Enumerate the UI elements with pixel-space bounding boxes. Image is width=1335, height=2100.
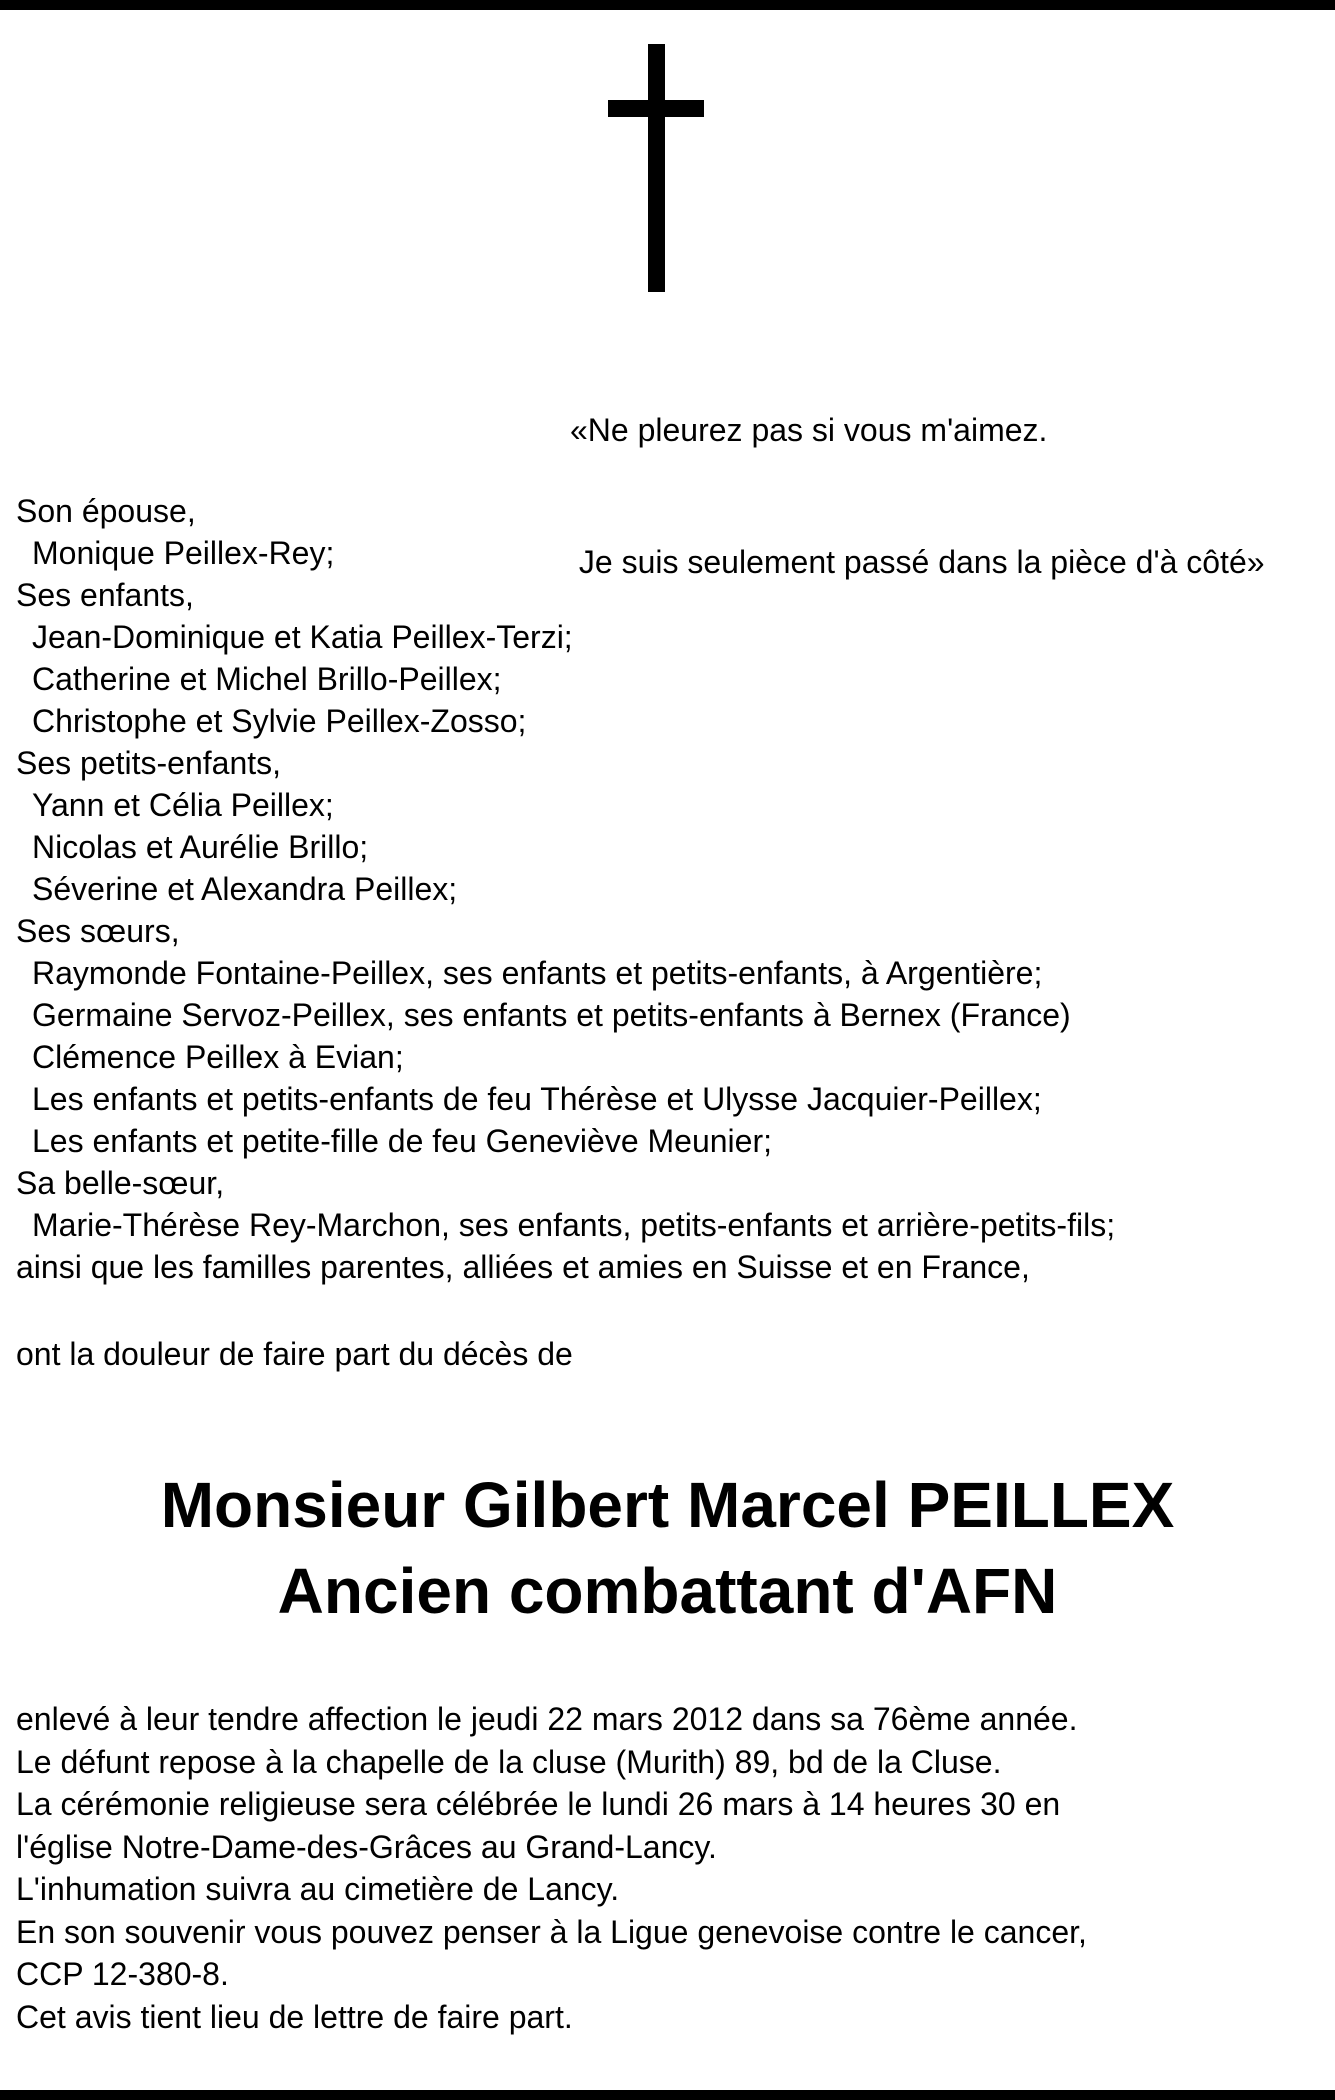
family-line: Germaine Servoz-Peillex, ses enfants et petits-enfants à Bernex (France) [32, 997, 1071, 1033]
ceremony-details [16, 1698, 1087, 2038]
detail-line: CCP 12-380-8. [16, 1956, 229, 1992]
cross-horizontal-bar [608, 100, 704, 117]
family-list [16, 490, 1115, 1288]
family-line: Séverine et Alexandra Peillex; [32, 871, 458, 907]
family-line: Jean-Dominique et Katia Peillex-Terzi; [32, 619, 573, 655]
family-line: Monique Peillex-Rey; [32, 535, 335, 571]
family-line: Christophe et Sylvie Peillex-Zosso; [32, 703, 527, 739]
family-line: Les enfants et petits-enfants de feu Thérèse et Ulysse Jacquier-Peillex; [32, 1081, 1042, 1117]
family-line: ainsi que les familles parentes, alliées et amies en Suisse et en France, [16, 1249, 1030, 1285]
detail-line: Cet avis tient lieu de lettre de faire part. [16, 1998, 573, 2035]
detail-line: En son souvenir vous pouvez penser à la Ligue genevoise contre le cancer, [16, 1913, 1087, 1950]
cross-icon [608, 44, 704, 292]
family-line: Ses sœurs, [16, 913, 180, 949]
deceased-heading [0, 1462, 1335, 1634]
family-line: Marie-Thérèse Rey-Marchon, ses enfants, petits-enfants et arrière-petits-fils; [32, 1207, 1116, 1243]
quote-line-2: Je suis seulement passé dans la pièce d'à côté» [570, 544, 1265, 580]
bottom-border-rule [0, 2090, 1335, 2100]
family-line: Nicolas et Aurélie Brillo; [32, 829, 369, 865]
deceased-name: Monsieur Gilbert Marcel PEILLEX [160, 1469, 1175, 1541]
family-line: Catherine et Michel Brillo-Peillex; [32, 661, 502, 697]
deceased-title: Ancien combattant d'AFN [277, 1555, 1058, 1627]
family-line: Sa belle-sœur, [16, 1165, 225, 1201]
detail-line: enlevé à leur tendre affection le jeudi 22 mars 2012 dans sa 76ème année. [16, 1701, 1078, 1737]
top-border-rule [0, 0, 1335, 10]
detail-line: L'inhumation suivra au cimetière de Lancy. [16, 1871, 620, 1907]
cross-vertical-bar [648, 44, 665, 292]
family-line: Clémence Peillex à Evian; [32, 1039, 404, 1075]
detail-line: La cérémonie religieuse sera célébrée le lundi 26 mars à 14 heures 30 en [16, 1786, 1061, 1822]
announcement-text: ont la douleur de faire part du décès de [16, 1336, 573, 1372]
detail-line: Le défunt repose à la chapelle de la cluse (Murith) 89, bd de la Cluse. [16, 1743, 1002, 1780]
family-line: Son épouse, [16, 493, 196, 529]
quote-line-1: «Ne pleurez pas si vous m'aimez. [570, 412, 1048, 448]
family-line: Ses enfants, [16, 577, 194, 613]
detail-line: l'église Notre-Dame-des-Grâces au Grand-Lancy. [16, 1828, 717, 1865]
family-line: Les enfants et petite-fille de feu Geneviève Meunier; [32, 1123, 772, 1159]
family-line: Raymonde Fontaine-Peillex, ses enfants et petits-enfants, à Argentière; [32, 955, 1043, 991]
family-line: Ses petits-enfants, [16, 745, 282, 781]
family-line: Yann et Célia Peillex; [32, 787, 334, 823]
